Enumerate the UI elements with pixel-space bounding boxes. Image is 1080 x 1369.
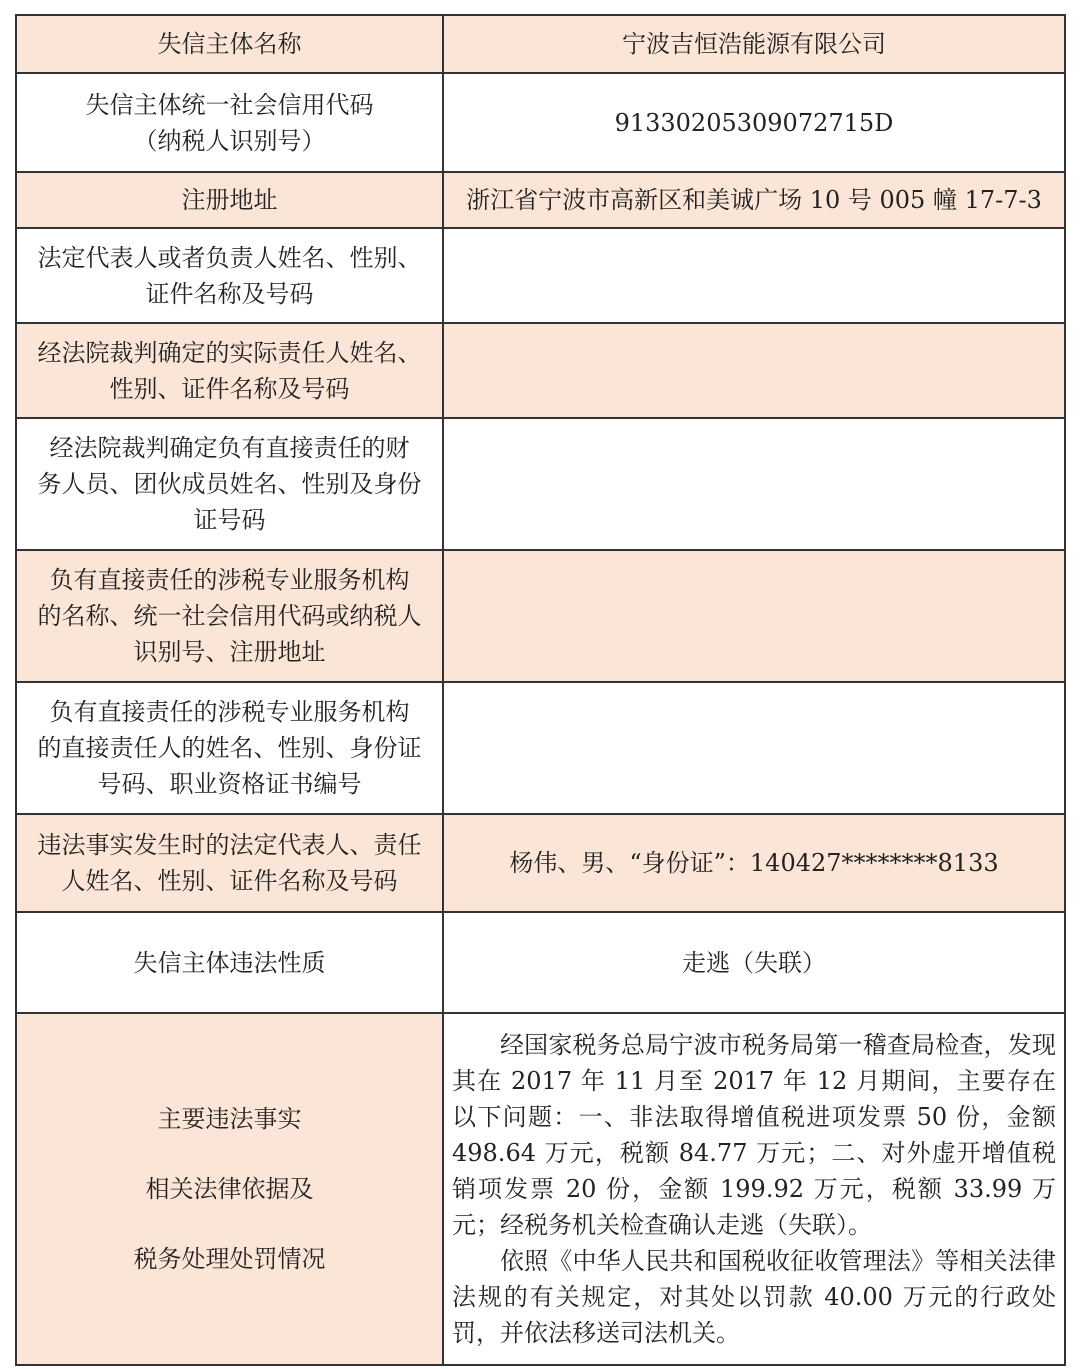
row-agency-responsible	[16, 682, 1065, 814]
label-service-agency: 负有直接责任的涉税专业服务机构 的名称、统一社会信用代码或纳税人 识别号、注册地址	[16, 550, 443, 682]
tax-dishonesty-record	[15, 14, 1064, 1366]
row-registered-address	[16, 172, 1065, 228]
row-credit-code	[16, 73, 1065, 172]
label-violation-nature: 失信主体违法性质	[16, 912, 443, 1013]
value-service-agency	[443, 550, 1065, 682]
row-main-facts	[16, 1013, 1065, 1365]
facts-paragraph-2: 依照《中华人民共和国税收征收管理法》等相关法律法规的有关规定，对其处以罚款 40.00 万元的行政处罚，并依法移送司法机关。	[452, 1247, 1056, 1347]
value-registered-address: 浙江省宁波市高新区和美诚广场 10 号 005 幢 17-7-3	[443, 172, 1065, 228]
row-responsible-at-violation	[16, 814, 1065, 912]
label-entity-name: 失信主体名称	[16, 15, 443, 73]
value-financial-staff	[443, 418, 1065, 550]
row-financial-staff	[16, 418, 1065, 550]
row-legal-representative	[16, 228, 1065, 323]
label-actual-responsible: 经法院裁判确定的实际责任人姓名、 性别、证件名称及号码	[16, 323, 443, 418]
facts-label-line-2: 相关法律依据及	[145, 1175, 314, 1203]
record-table	[15, 14, 1066, 1366]
value-credit-code: 91330205309072715D	[443, 73, 1065, 172]
row-actual-responsible	[16, 323, 1065, 418]
row-violation-nature	[16, 912, 1065, 1013]
value-actual-responsible	[443, 323, 1065, 418]
value-responsible-at-violation: 杨伟、男、“身份证”：140427********8133	[443, 814, 1065, 912]
row-service-agency	[16, 550, 1065, 682]
facts-paragraph-1: 经国家税务总局宁波市税务局第一稽查局检查，发现其在 2017 年 11 月至 2017 年 12 月期间，主要存在以下问题：一、非法取得增值税进项发票 50 份，金额 498.64 万元，税额 84.77 万元；二、对外虚开增值税销项发票 20 份，金额 199.92 万元，税额 33.99 万元；经税务机关检查确认走逃（失联）。	[452, 1031, 1056, 1239]
label-registered-address: 注册地址	[16, 172, 443, 228]
label-financial-staff: 经法院裁判确定负有直接责任的财 务人员、团伙成员姓名、性别及身份 证号码	[16, 418, 443, 550]
label-legal-representative: 法定代表人或者负责人姓名、性别、 证件名称及号码	[16, 228, 443, 323]
label-agency-responsible: 负有直接责任的涉税专业服务机构 的直接责任人的姓名、性别、身份证 号码、职业资格证书编号	[16, 682, 443, 814]
label-credit-code: 失信主体统一社会信用代码 （纳税人识别号）	[16, 73, 443, 172]
facts-label-line-3: 税务处理处罚情况	[133, 1245, 326, 1273]
facts-label-line-1: 主要违法事实	[157, 1105, 302, 1133]
value-agency-responsible	[443, 682, 1065, 814]
value-main-facts	[443, 1013, 1065, 1365]
value-legal-representative	[443, 228, 1065, 323]
label-main-facts	[16, 1013, 443, 1365]
value-violation-nature: 走逃（失联）	[443, 912, 1065, 1013]
value-entity-name: 宁波吉恒浩能源有限公司	[443, 15, 1065, 73]
row-entity-name	[16, 15, 1065, 73]
label-responsible-at-violation: 违法事实发生时的法定代表人、责任 人姓名、性别、证件名称及号码	[16, 814, 443, 912]
